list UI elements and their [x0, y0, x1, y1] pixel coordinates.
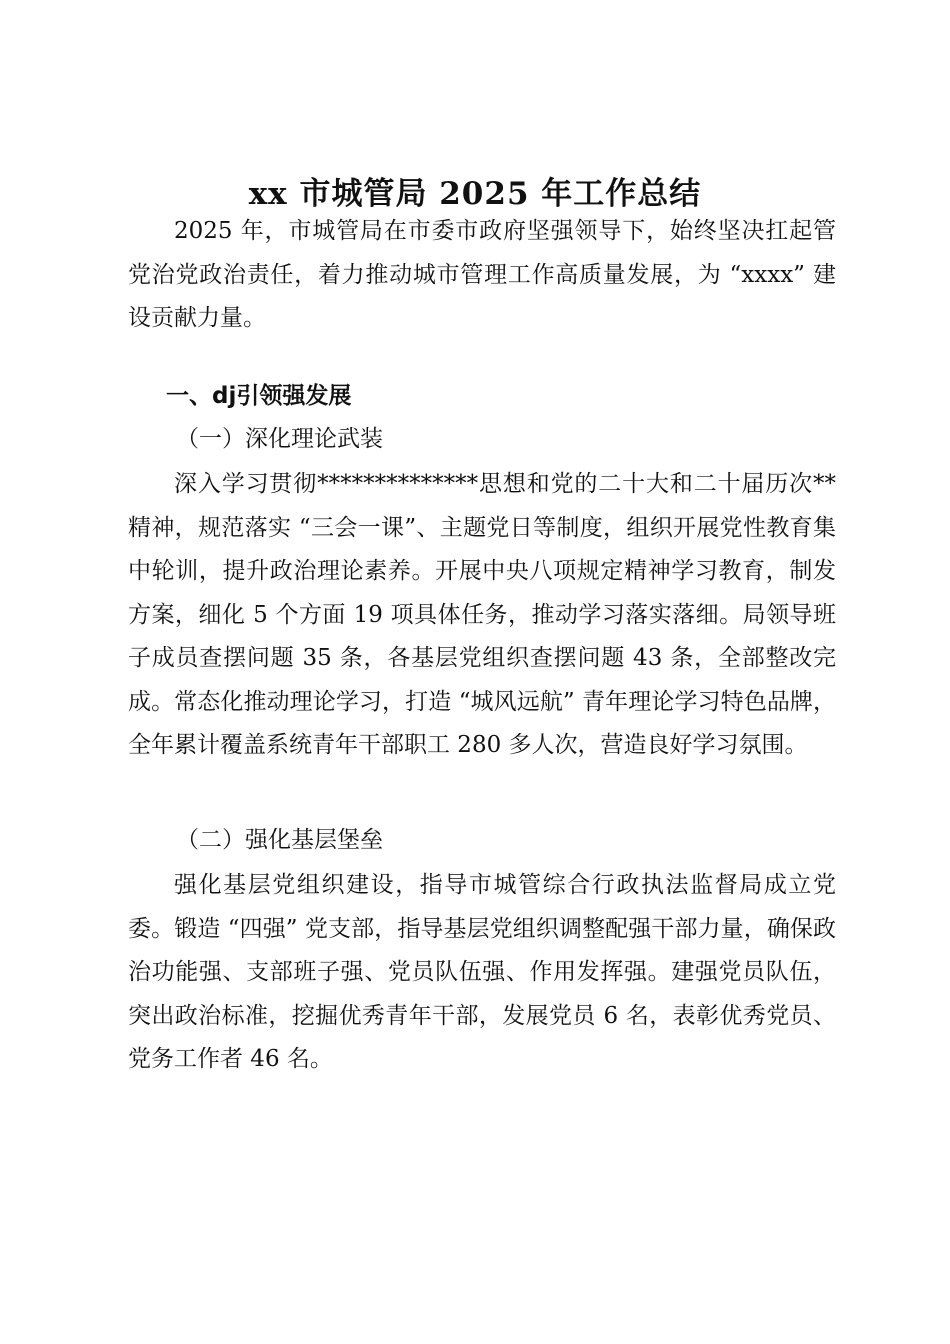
section-heading-1: 一、dj引领强发展	[166, 383, 352, 409]
intro-paragraph: 2025 年，市城管局在市委市政府坚强领导下，始终坚决扛起管党治党政治责任，着力推动城市管理工作高质量发展，为 “xxxx” 建设贡献力量。	[128, 218, 836, 331]
subsection-heading-2: （二）强化基层堡垒	[176, 827, 383, 853]
subsection-heading-1: （一）深化理论武装	[176, 426, 383, 452]
document-title: xx 市城管局 2025 年工作总结	[248, 176, 702, 212]
subsection-paragraph-2: 强化基层党组织建设，指导市城管综合行政执法监督局成立党委。锻造 “四强” 党支部，指导基层党组织调整配强干部力量，确保政治功能强、支部班子强、党员队伍强、作用发挥强。建强党员队伍，突出政治标准，挖掘优秀青年干部，发展党员 6 名，表彰优秀党员、党务工作者 46 名。	[128, 872, 836, 1072]
subsection-paragraph-1: 深入学习贯彻**************思想和党的二十大和二十届历次**精神，规范落实 “三会一课”、主题党日等制度，组织开展党性教育集中轮训，提升政治理论素养。开展中央八项规定精神学习教育，制发方案，细化 5 个方面 19 项具体任务，推动学习落实落细。局领导班子成员查摆问题 35 条，各基层党组织查摆问题 43 条，全部整改完成。常态化推动理论学习，打造 “城风远航” 青年理论学习特色品牌，全年累计覆盖系统青年干部职工 280 多人次，营造良好学习氛围。	[128, 471, 836, 758]
